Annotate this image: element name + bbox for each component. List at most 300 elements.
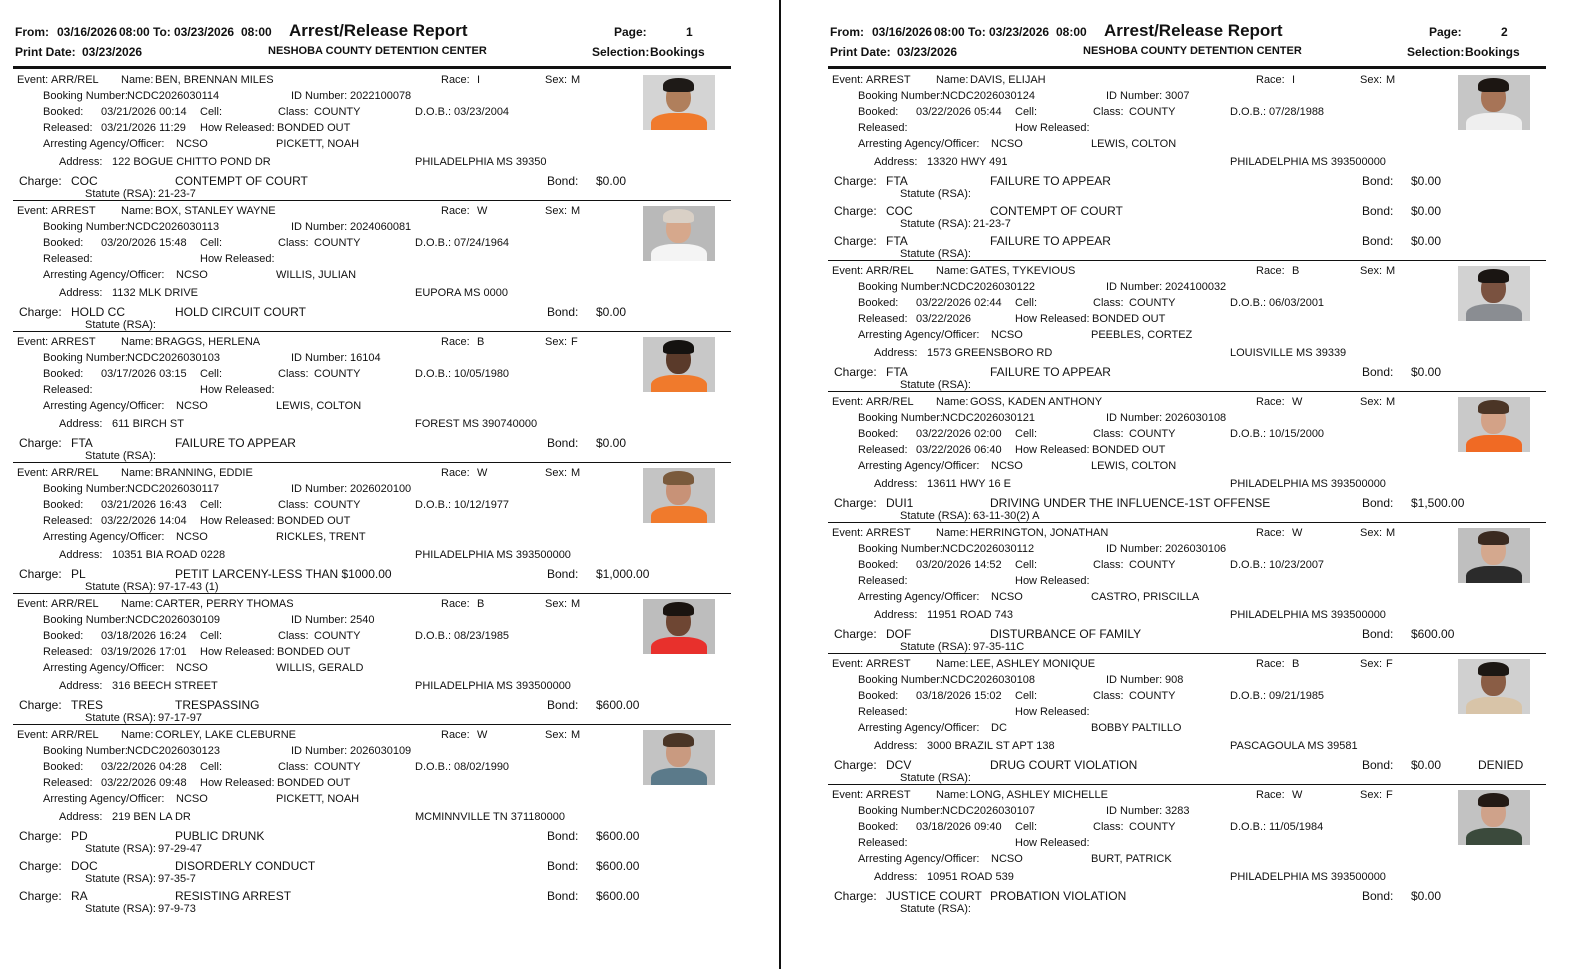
booked-datetime: 03/17/2026 03:15 [101, 368, 187, 380]
charge-description: DRUG COURT VIOLATION [990, 758, 1138, 772]
event-label: Event: [17, 336, 49, 348]
arresting-officer: WILLIS, GERALD [276, 662, 364, 674]
sex-value: M [571, 205, 581, 217]
race-label: Race: [1256, 527, 1285, 539]
from-time: 08:00 [119, 25, 150, 39]
inmate-name: GOSS, KADEN ANTHONY [970, 396, 1103, 408]
address-label: Address: [59, 811, 103, 823]
class-label: Class: [278, 499, 309, 511]
inmate-name: DAVIS, ELIJAH [970, 74, 1046, 86]
mugshot-photo [1458, 397, 1530, 452]
statute-label: Statute (RSA): [85, 712, 156, 724]
bond-label: Bond: [547, 698, 579, 712]
dob-value: 10/05/1980 [454, 368, 510, 380]
city-state-zip: PHILADELPHIA MS 393500000 [415, 549, 571, 561]
id-number: 2540 [350, 614, 375, 626]
charge-label: Charge: [19, 889, 62, 903]
selection-value: Bookings [650, 45, 705, 59]
print-date-label: Print Date: [15, 45, 76, 59]
how-released-label: How Released: [1015, 706, 1090, 718]
bond-label: Bond: [1362, 204, 1394, 218]
how-released-label: How Released: [200, 515, 275, 527]
charge-description: CONTEMPT OF COURT [990, 204, 1123, 218]
booking-number-label: Booking Number: [43, 221, 128, 233]
class-value: COUNTY [314, 761, 361, 773]
arresting-officer: LEWIS, COLTON [1091, 460, 1177, 472]
address-value: 611 BIRCH ST [112, 418, 184, 430]
id-number: 16104 [350, 352, 381, 364]
booked-datetime: 03/18/2026 15:02 [916, 690, 1002, 702]
city-state-zip: FOREST MS 390740000 [415, 418, 538, 430]
booking-number: NCDC2026030117 [127, 483, 220, 495]
charge-description: FAILURE TO APPEAR [175, 436, 296, 450]
race-value: W [477, 729, 488, 741]
race-label: Race: [441, 205, 470, 217]
bond-label: Bond: [1362, 889, 1394, 903]
from-label: From: [15, 25, 49, 39]
class-label: Class: [1093, 559, 1124, 571]
booking-number: NCDC2026030124 [942, 90, 1035, 102]
bond-amount: $1,500.00 [1411, 496, 1465, 510]
inmate-name: GATES, TYKEVIOUS [970, 265, 1076, 277]
booking-number-label: Booking Number: [858, 543, 943, 555]
arresting-agency: NCSO [176, 400, 208, 412]
mugshot-hair [663, 733, 694, 747]
to-label: To: [153, 25, 171, 39]
id-number: 2024100032 [1165, 281, 1227, 293]
arresting-officer: WILLIS, JULIAN [276, 269, 357, 281]
mugshot-hair [1478, 269, 1509, 283]
city-state-zip: MCMINNVILLE TN 371180000 [415, 811, 565, 823]
event-label: Event: [832, 789, 864, 801]
mugshot-photo [643, 206, 715, 261]
bond-amount: $0.00 [1411, 365, 1442, 379]
dob-value: 03/23/2004 [454, 106, 510, 118]
bond-label: Bond: [1362, 496, 1394, 510]
charge-label: Charge: [19, 829, 62, 843]
class-label: Class: [1093, 297, 1124, 309]
report-title: Arrest/Release Report [289, 21, 468, 40]
cell-label: Cell: [1015, 821, 1038, 833]
sex-value: F [1386, 658, 1393, 670]
events-list [13, 70, 731, 915]
race-label: Race: [1256, 265, 1285, 277]
address-value: 1132 MLK DRIVE [112, 287, 199, 299]
mugshot-hair [1478, 793, 1509, 807]
event-record [828, 260, 1546, 391]
race-label: Race: [441, 729, 470, 741]
city-state-zip: PHILADELPHIA MS 39350 [415, 156, 547, 168]
booking-number-label: Booking Number: [43, 352, 128, 364]
city-state-zip: LOUISVILLE MS 39339 [1230, 347, 1347, 359]
mugshot-shirt [1466, 697, 1522, 714]
event-type: ARREST [51, 336, 96, 348]
arresting-officer: LEWIS, COLTON [1091, 138, 1177, 150]
booking-number-label: Booking Number: [858, 805, 943, 817]
name-label: Name: [121, 205, 154, 217]
bond-label: Bond: [1362, 365, 1394, 379]
sex-label: Sex: [545, 205, 568, 217]
released-label: Released: [858, 122, 908, 134]
bond-label: Bond: [1362, 234, 1394, 248]
arresting-agency: NCSO [991, 329, 1023, 341]
dob-value: 10/23/2007 [1269, 559, 1325, 571]
dob-value: 07/28/1988 [1269, 106, 1325, 118]
statute-label: Statute (RSA): [85, 188, 156, 200]
id-number: 2026030106 [1165, 543, 1227, 555]
id-number-label: ID Number: [291, 745, 348, 757]
class-label: Class: [1093, 821, 1124, 833]
statute-value: 97-35-11C [973, 641, 1025, 653]
id-number-label: ID Number: [1106, 412, 1163, 424]
address-value: 11951 ROAD 743 [927, 609, 1014, 621]
mugshot-shirt [1466, 304, 1522, 321]
mugshot-hair [663, 340, 694, 354]
sex-label: Sex: [1360, 396, 1383, 408]
bond-amount: $0.00 [596, 174, 627, 188]
charge-code: JUSTICE COURT [886, 889, 982, 903]
mugshot-photo [1458, 75, 1530, 130]
mugshot-hair [663, 78, 694, 92]
arresting-agency: NCSO [176, 793, 208, 805]
statute-value: 21-23-7 [973, 218, 1011, 230]
mugshot-photo [1458, 659, 1530, 714]
name-label: Name: [936, 74, 969, 86]
how-released-label: How Released: [1015, 313, 1090, 325]
how-released-label: How Released: [1015, 837, 1090, 849]
dob-label: D.O.B.: [415, 106, 452, 118]
event-type: ARR/REL [51, 74, 99, 86]
to-date: 03/23/2026 [989, 25, 1050, 39]
agency-officer-label: Arresting Agency/Officer: [43, 138, 165, 150]
charge-label: Charge: [19, 174, 62, 188]
released-label: Released: [858, 575, 908, 587]
booking-number-label: Booking Number: [858, 412, 943, 424]
cell-label: Cell: [1015, 428, 1038, 440]
cell-label: Cell: [200, 761, 223, 773]
bond-label: Bond: [547, 859, 579, 873]
event-type: ARREST [866, 658, 911, 670]
facility-name: NESHOBA COUNTY DETENTION CENTER [268, 45, 487, 57]
bond-amount: $0.00 [596, 436, 627, 450]
city-state-zip: PHILADELPHIA MS 393500000 [415, 680, 571, 692]
bond-label: Bond: [1362, 758, 1394, 772]
event-type: ARR/REL [866, 265, 914, 277]
booking-number-label: Booking Number: [43, 614, 128, 626]
address-label: Address: [59, 549, 103, 561]
booked-datetime: 03/21/2026 16:43 [101, 499, 187, 511]
how-released-value: BONDED OUT [1092, 313, 1166, 325]
selection-value: Bookings [1465, 45, 1520, 59]
event-record [828, 653, 1546, 784]
charge-code: COC [886, 204, 913, 218]
class-label: Class: [278, 630, 309, 642]
charge-code: TRES [71, 698, 104, 712]
city-state-zip: PHILADELPHIA MS 393500000 [1230, 609, 1386, 621]
page-label: Page: [1429, 25, 1462, 39]
booking-number-label: Booking Number: [43, 90, 128, 102]
print-date: 03/23/2026 [82, 45, 143, 59]
arresting-officer: CASTRO, PRISCILLA [1091, 591, 1200, 603]
booking-number-label: Booking Number: [43, 483, 128, 495]
address-value: 219 BEN LA DR [112, 811, 191, 823]
dob-label: D.O.B.: [415, 761, 452, 773]
event-record [13, 593, 731, 724]
dob-label: D.O.B.: [1230, 297, 1267, 309]
charge-description: FAILURE TO APPEAR [990, 174, 1111, 188]
city-state-zip: PHILADELPHIA MS 393500000 [1230, 871, 1386, 883]
booking-number-label: Booking Number: [858, 90, 943, 102]
mugshot-shirt [651, 637, 707, 654]
agency-officer-label: Arresting Agency/Officer: [858, 853, 980, 865]
sex-label: Sex: [1360, 527, 1383, 539]
dob-label: D.O.B.: [1230, 559, 1267, 571]
statute-value: 97-17-97 [158, 712, 203, 724]
released-label: Released: [43, 384, 93, 396]
event-type: ARR/REL [866, 396, 914, 408]
class-value: COUNTY [314, 499, 361, 511]
charge-label: Charge: [834, 234, 877, 248]
arresting-officer: PEEBLES, CORTEZ [1091, 329, 1193, 341]
booked-label: Booked: [43, 237, 84, 249]
id-number-label: ID Number: [291, 483, 348, 495]
sex-label: Sex: [545, 74, 568, 86]
dob-label: D.O.B.: [415, 368, 452, 380]
class-label: Class: [278, 761, 309, 773]
agency-officer-label: Arresting Agency/Officer: [43, 531, 165, 543]
booked-datetime: 03/18/2026 09:40 [916, 821, 1002, 833]
sex-label: Sex: [545, 467, 568, 479]
statute-value: 21-23-7 [158, 188, 196, 200]
how-released-label: How Released: [200, 253, 275, 265]
mugshot-hair [663, 602, 694, 616]
race-value: I [1292, 74, 1296, 86]
cell-label: Cell: [200, 106, 223, 118]
id-number: 3283 [1165, 805, 1190, 817]
sex-value: M [571, 74, 581, 86]
address-label: Address: [874, 871, 918, 883]
id-number-label: ID Number: [291, 352, 348, 364]
inmate-name: CORLEY, LAKE CLEBURNE [155, 729, 297, 741]
charge-label: Charge: [19, 436, 62, 450]
dob-value: 07/24/1964 [454, 237, 510, 249]
released-datetime: 03/19/2026 17:01 [101, 646, 187, 658]
address-value: 10951 ROAD 539 [927, 871, 1014, 883]
bond-amount: $0.00 [1411, 234, 1442, 248]
charge-description: TRESPASSING [175, 698, 260, 712]
id-number: 2022100078 [350, 90, 412, 102]
inmate-name: BEN, BRENNAN MILES [155, 74, 274, 86]
sex-label: Sex: [545, 598, 568, 610]
booking-number: NCDC2026030122 [942, 281, 1035, 293]
booked-label: Booked: [43, 630, 84, 642]
event-type: ARREST [866, 789, 911, 801]
name-label: Name: [936, 265, 969, 277]
event-type: ARREST [51, 205, 96, 217]
cell-label: Cell: [1015, 559, 1038, 571]
statute-label: Statute (RSA): [85, 581, 156, 593]
sex-value: M [1386, 74, 1396, 86]
address-value: 10351 BIA ROAD 0228 [112, 549, 226, 561]
booked-label: Booked: [43, 499, 84, 511]
how-released-label: How Released: [200, 384, 275, 396]
event-record [13, 462, 731, 593]
how-released-label: How Released: [1015, 122, 1090, 134]
address-label: Address: [874, 347, 918, 359]
booked-label: Booked: [43, 761, 84, 773]
dob-label: D.O.B.: [1230, 690, 1267, 702]
race-label: Race: [441, 74, 470, 86]
mugshot-shirt [651, 113, 707, 130]
class-label: Class: [278, 106, 309, 118]
how-released-value: BONDED OUT [277, 122, 351, 134]
sex-label: Sex: [1360, 658, 1383, 670]
arresting-agency: NCSO [176, 662, 208, 674]
inmate-name: HERRINGTON, JONATHAN [970, 527, 1109, 539]
mugshot-photo [643, 337, 715, 392]
to-label: To: [968, 25, 986, 39]
released-datetime: 03/22/2026 06:40 [916, 444, 1002, 456]
name-label: Name: [936, 789, 969, 801]
arresting-agency: NCSO [176, 531, 208, 543]
race-value: I [477, 74, 481, 86]
bond-label: Bond: [547, 567, 579, 581]
charge-description: HOLD CIRCUIT COURT [175, 305, 306, 319]
event-type: ARR/REL [51, 467, 99, 479]
address-label: Address: [59, 680, 103, 692]
booking-number: NCDC2026030112 [942, 543, 1035, 555]
address-value: 13320 HWY 491 [927, 156, 1008, 168]
bond-label: Bond: [547, 889, 579, 903]
report-title: Arrest/Release Report [1104, 21, 1283, 40]
mugshot-shirt [1466, 828, 1522, 845]
released-label: Released: [858, 313, 908, 325]
booked-label: Booked: [858, 106, 899, 118]
statute-value: 97-29-47 [158, 843, 203, 855]
cell-label: Cell: [1015, 297, 1038, 309]
race-label: Race: [441, 336, 470, 348]
statute-label: Statute (RSA): [900, 248, 971, 260]
bond-amount: $0.00 [1411, 758, 1442, 772]
event-label: Event: [832, 265, 864, 277]
dob-value: 09/21/1985 [1269, 690, 1325, 702]
sex-value: M [1386, 396, 1396, 408]
class-value: COUNTY [314, 368, 361, 380]
mugshot-hair [1478, 400, 1509, 414]
booked-datetime: 03/20/2026 15:48 [101, 237, 187, 249]
to-date: 03/23/2026 [174, 25, 235, 39]
charge-label: Charge: [834, 174, 877, 188]
charge-description: FAILURE TO APPEAR [990, 234, 1111, 248]
class-label: Class: [1093, 690, 1124, 702]
charge-description: DISTURBANCE OF FAMILY [990, 627, 1142, 641]
cell-label: Cell: [200, 630, 223, 642]
id-number: 2026030108 [1165, 412, 1227, 424]
statute-label: Statute (RSA): [85, 319, 156, 331]
cell-label: Cell: [1015, 690, 1038, 702]
charge-code: FTA [71, 436, 93, 450]
bond-label: Bond: [547, 174, 579, 188]
agency-officer-label: Arresting Agency/Officer: [43, 269, 165, 281]
booking-number-label: Booking Number: [43, 745, 128, 757]
dob-value: 08/02/1990 [454, 761, 510, 773]
event-record [13, 70, 731, 200]
dob-value: 08/23/1985 [454, 630, 510, 642]
race-label: Race: [1256, 74, 1285, 86]
mugshot-shirt [1466, 113, 1522, 130]
arresting-officer: RICKLES, TRENT [276, 531, 366, 543]
sex-label: Sex: [545, 729, 568, 741]
released-label: Released: [43, 646, 93, 658]
id-number-label: ID Number: [1106, 90, 1163, 102]
arresting-officer: BOBBY PALTILLO [1091, 722, 1182, 734]
mugshot-photo [1458, 528, 1530, 583]
agency-officer-label: Arresting Agency/Officer: [858, 138, 980, 150]
id-number: 908 [1165, 674, 1184, 686]
bond-amount: $0.00 [1411, 889, 1442, 903]
mugshot-photo [643, 468, 715, 523]
race-value: W [477, 205, 488, 217]
race-value: B [1292, 658, 1300, 670]
charge-code: COC [71, 174, 98, 188]
dob-label: D.O.B.: [1230, 428, 1267, 440]
mugshot-shirt [651, 244, 707, 261]
arresting-agency: NCSO [991, 460, 1023, 472]
dob-value: 11/05/1984 [1269, 821, 1324, 833]
event-label: Event: [17, 467, 49, 479]
booked-label: Booked: [858, 559, 899, 571]
mugshot-hair [1478, 78, 1509, 92]
arresting-agency: NCSO [991, 138, 1023, 150]
event-record [828, 522, 1546, 653]
dob-label: D.O.B.: [1230, 821, 1267, 833]
bond-amount: $0.00 [1411, 174, 1442, 188]
charge-label: Charge: [834, 365, 877, 379]
charge-description: PUBLIC DRUNK [175, 829, 265, 843]
bond-amount: $0.00 [596, 305, 627, 319]
bond-label: Bond: [547, 436, 579, 450]
bond-amount: $0.00 [1411, 204, 1442, 218]
agency-officer-label: Arresting Agency/Officer: [43, 400, 165, 412]
id-number-label: ID Number: [291, 221, 348, 233]
statute-label: Statute (RSA): [85, 450, 156, 462]
event-record [13, 331, 731, 462]
sex-label: Sex: [1360, 789, 1383, 801]
sex-value: F [1386, 789, 1393, 801]
address-value: 1573 GREENSBORO RD [927, 347, 1053, 359]
mugshot-photo [643, 599, 715, 654]
agency-officer-label: Arresting Agency/Officer: [858, 460, 980, 472]
inmate-name: BRAGGS, HERLENA [155, 336, 261, 348]
class-value: COUNTY [314, 237, 361, 249]
booking-number: NCDC2026030113 [127, 221, 220, 233]
released-label: Released: [43, 253, 93, 265]
bond-amount: $1,000.00 [596, 567, 650, 581]
name-label: Name: [121, 598, 154, 610]
arresting-officer: LEWIS, COLTON [276, 400, 362, 412]
inmate-name: CARTER, PERRY THOMAS [155, 598, 294, 610]
statute-label: Statute (RSA): [900, 903, 971, 915]
charge-code: PD [71, 829, 88, 843]
bond-status: DENIED [1478, 758, 1524, 772]
event-type: ARR/REL [51, 598, 99, 610]
booking-number-label: Booking Number: [858, 674, 943, 686]
header-rule [828, 66, 1546, 69]
from-label: From: [830, 25, 864, 39]
event-record [828, 70, 1546, 260]
booking-number-label: Booking Number: [858, 281, 943, 293]
how-released-label: How Released: [200, 122, 275, 134]
